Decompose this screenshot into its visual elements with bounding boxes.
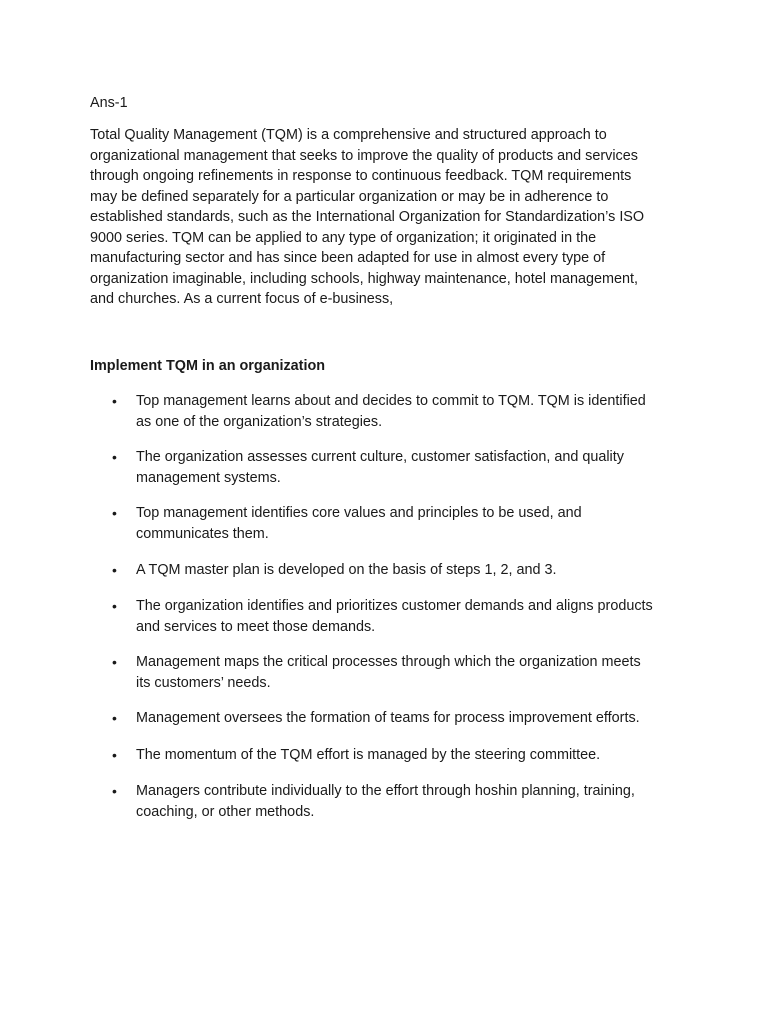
bullet-icon: • — [112, 505, 117, 521]
section-heading: Implement TQM in an organization — [90, 358, 326, 374]
intro-paragraph: Total Quality Management (TQM) is a comprehensive and structured approach to organizational management that seeks to improve the quality of products and services through ongoing refinements in response to continuous feedback. TQM requirements may be defined separately for a particular organization or may be in adherence to established standards, such as the International Organization for Standardization’s ISO 9000 series. TQM can be applied to any type of organization; it originated in the manufacturing sector and has since been adapted for use in almost every type of organization imaginable, including schools, highway maintenance, hotel management, and churches. As a current focus of e-business, — [90, 127, 645, 307]
bullet-icon: • — [112, 598, 117, 614]
list-item-text: Top management learns about and decides to commit to TQM. TQM is identified as one of the organization’s strategies. — [136, 393, 646, 430]
list-item-text: Management maps the critical processes through which the organization meets its customers’ needs. — [136, 654, 641, 691]
list-item-text: Top management identifies core values and principles to be used, and communicates them. — [136, 505, 582, 542]
bullet-icon: • — [112, 449, 117, 465]
bullet-icon: • — [112, 710, 117, 726]
list-item-text: A TQM master plan is developed on the basis of steps 1, 2, and 3. — [136, 562, 557, 578]
answer-label: Ans-1 — [90, 95, 128, 111]
list-item-text: The momentum of the TQM effort is managed by the steering committee. — [136, 747, 601, 763]
list-item-text: Management oversees the formation of teams for process improvement efforts. — [136, 710, 640, 726]
bullet-icon: • — [112, 562, 117, 578]
bullet-icon: • — [112, 783, 117, 799]
list-item-text: The organization assesses current culture, customer satisfaction, and quality management systems. — [136, 449, 624, 486]
list-item-text: Managers contribute individually to the effort through hoshin planning, training, coaching, or other methods. — [136, 783, 635, 820]
bullet-icon: • — [112, 654, 117, 670]
bullet-icon: • — [112, 393, 117, 409]
list-item-text: The organization identifies and prioritizes customer demands and aligns products and services to meet those demands. — [136, 598, 653, 635]
bullet-icon: • — [112, 747, 117, 763]
